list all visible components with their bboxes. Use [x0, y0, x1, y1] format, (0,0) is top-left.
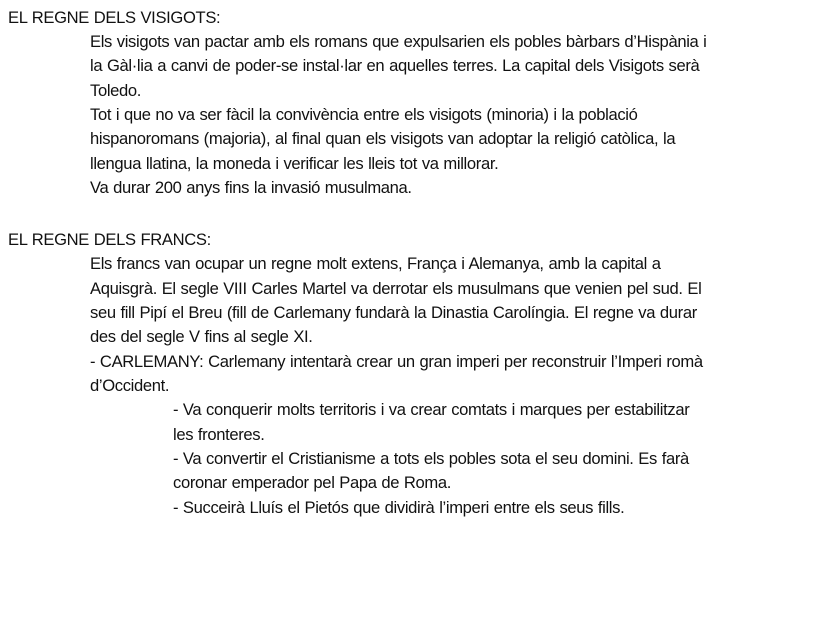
sub-bullet-line: les fronteres. [173, 425, 265, 444]
paragraph-line: Els visigots van pactar amb els romans que expulsarien els pobles bàrbars d’Hispània i [90, 32, 707, 51]
sub-bullet-line: - Va convertir el Cristianisme a tots els pobles sota el seu domini. Es farà [173, 449, 689, 468]
paragraph-line: Tot i que no va ser fàcil la convivència entre els visigots (minoria) i la població [90, 105, 638, 124]
sub-bullet-line: coronar emperador pel Papa de Roma. [173, 473, 452, 492]
sub-bullet-line: - Va conquerir molts territoris i va crear comtats i marques per estabilitzar [173, 400, 690, 419]
carlemany-bullet-line: d’Occident. [90, 376, 170, 395]
paragraph-line: Toledo. [90, 81, 142, 100]
paragraph-line: hispanoromans (majoria), al final quan els visigots van adoptar la religió catòlica, la [90, 129, 676, 148]
paragraph-line: Va durar 200 anys fins la invasió musulmana. [90, 178, 412, 197]
carlemany-bullet-line: - CARLEMANY: Carlemany intentarà crear un gran imperi per reconstruir l’Imperi romà [90, 352, 703, 371]
paragraph-line: des del segle V fins al segle XI. [90, 327, 313, 346]
section-heading-visigots: EL REGNE DELS VISIGOTS: [8, 8, 221, 27]
paragraph-line: la Gàl·lia a canvi de poder-se instal·lar en aquelles terres. La capital dels Visigots serà [90, 56, 700, 75]
paragraph-line: Aquisgrà. El segle VIII Carles Martel va derrotar els musulmans que venien pel sud. El [90, 279, 702, 298]
section-heading-francs: EL REGNE DELS FRANCS: [8, 230, 211, 249]
sub-bullet-line: - Succeirà Lluís el Pietós que dividirà l’imperi entre els seus fills. [173, 498, 625, 517]
paragraph-line: llengua llatina, la moneda i verificar les lleis tot va millorar. [90, 154, 499, 173]
paragraph-line: seu fill Pipí el Breu (fill de Carlemany fundarà la Dinastia Carolíngia. El regne va durar [90, 303, 697, 322]
paragraph-line: Els francs van ocupar un regne molt extens, França i Alemanya, amb la capital a [90, 254, 661, 273]
